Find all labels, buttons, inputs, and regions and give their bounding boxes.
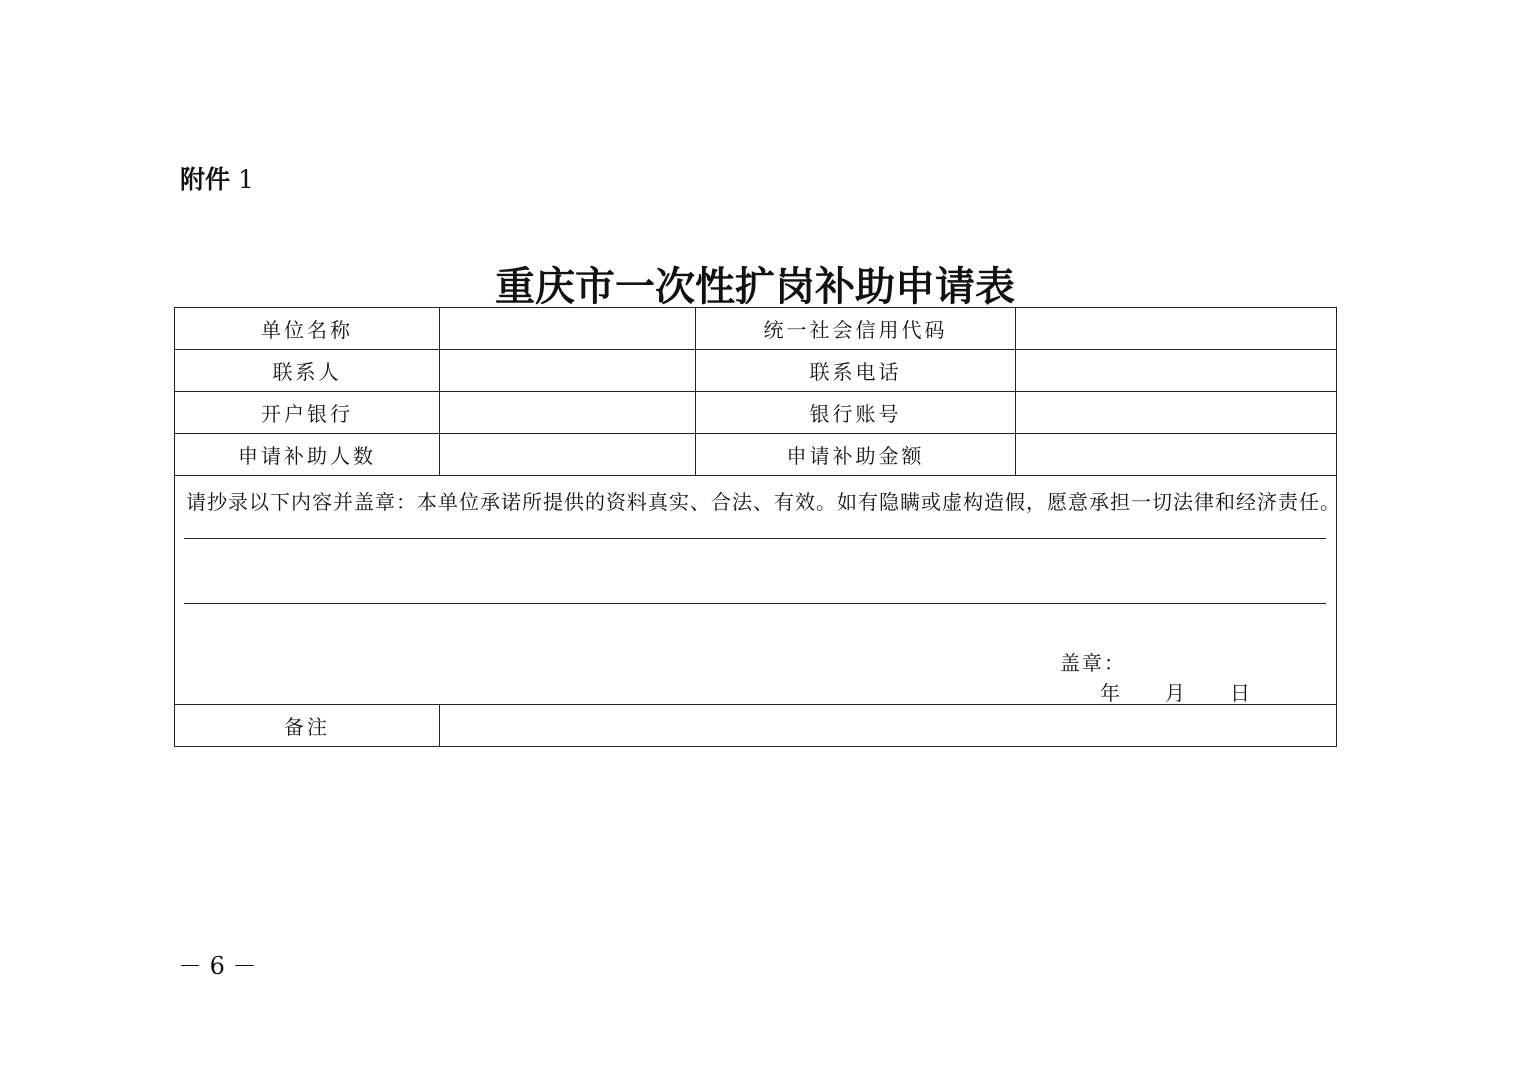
remarks-label: 备注 — [175, 705, 440, 747]
form-row — [175, 434, 1337, 476]
attachment-word: 附件 — [180, 165, 231, 194]
subsidy-amount-field[interactable] — [1016, 434, 1337, 476]
pledge-cell — [175, 476, 1341, 705]
application-form — [174, 307, 1341, 747]
remarks-row — [175, 705, 1337, 747]
page-number: － 6 － — [178, 952, 257, 980]
subsidy-amount-label: 申请补助金额 — [696, 434, 1016, 476]
contact-phone-field[interactable] — [1016, 350, 1337, 392]
contact-person-field[interactable] — [440, 350, 696, 392]
bank-account-label: 银行账号 — [696, 392, 1016, 434]
date-month-label: 月 — [1165, 681, 1185, 705]
credit-code-label: 统一社会信用代码 — [696, 308, 1016, 350]
bank-label: 开户银行 — [175, 392, 440, 434]
pledge-instruction: 请抄录以下内容并盖章：本单位承诺所提供的资料真实、合法、有效。如有隐瞒或虚构造假，愿意承担一切法律和经济责任。 — [186, 490, 1341, 514]
form-row — [175, 350, 1337, 392]
subsidy-count-field[interactable] — [440, 434, 696, 476]
bank-account-field[interactable] — [1016, 392, 1337, 434]
form-row — [175, 308, 1337, 350]
date-year-label: 年 — [1100, 681, 1120, 705]
copy-line-1[interactable] — [184, 538, 1326, 539]
subsidy-count-label: 申请补助人数 — [175, 434, 440, 476]
seal-label: 盖章： — [1060, 651, 1126, 675]
pledge-row — [175, 476, 1337, 705]
attachment-number: 1 — [237, 165, 254, 194]
form-row — [175, 392, 1337, 434]
company-name-field[interactable] — [440, 308, 696, 350]
copy-line-2[interactable] — [184, 603, 1326, 604]
company-name-label: 单位名称 — [175, 308, 440, 350]
remarks-field[interactable] — [440, 705, 1337, 747]
credit-code-field[interactable] — [1016, 308, 1337, 350]
attachment-label — [180, 160, 254, 196]
bank-field[interactable] — [440, 392, 696, 434]
contact-phone-label: 联系电话 — [696, 350, 1016, 392]
page-title: 重庆市一次性扩岗补助申请表 — [495, 263, 1015, 310]
contact-person-label: 联系人 — [175, 350, 440, 392]
date-day-label: 日 — [1230, 681, 1250, 705]
